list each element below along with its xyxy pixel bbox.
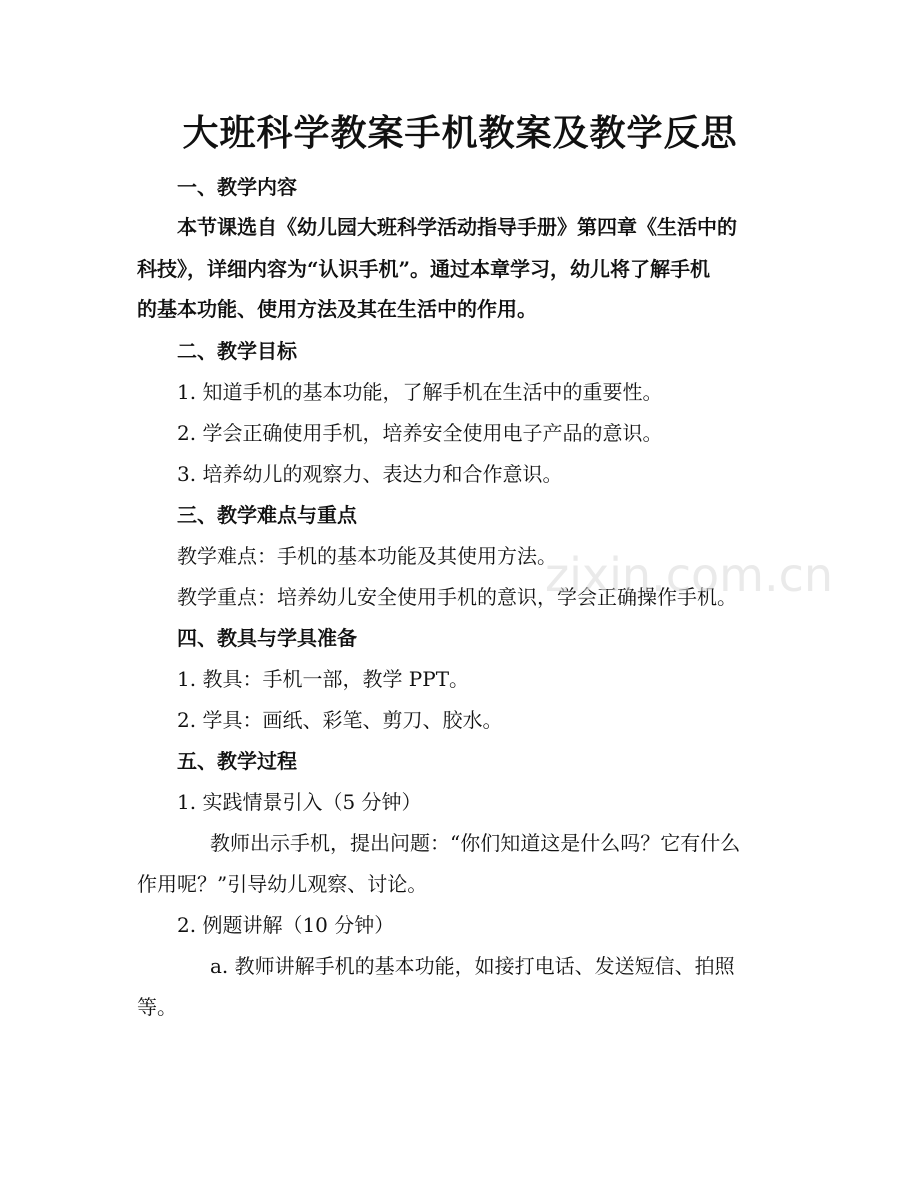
paragraph-line: 教学重点：培养幼儿安全使用手机的意识，学会正确操作手机。 [177, 585, 737, 609]
section-heading-4: 四、教具与学具准备 [177, 626, 357, 650]
paragraph-line: 等。 [137, 995, 177, 1019]
paragraph-line: 作用呢？”引导幼儿观察、讨论。 [137, 872, 428, 896]
section-heading-3: 三、教学难点与重点 [177, 503, 357, 527]
section-heading-2: 二、教学目标 [177, 339, 297, 363]
list-item: 1. 教具：手机一部，教学 PPT。 [177, 667, 470, 691]
list-item: 1. 实践情景引入（5 分钟） [177, 790, 422, 814]
section-heading-1: 一、教学内容 [177, 175, 297, 199]
list-item: 1. 知道手机的基本功能，了解手机在生活中的重要性。 [177, 380, 663, 404]
list-item: 2. 例题讲解（10 分钟） [177, 913, 395, 937]
list-item: 3. 培养幼儿的观察力、表达力和合作意识。 [177, 462, 563, 486]
page-title: 大班科学教案手机教案及教学反思 [182, 112, 738, 154]
paragraph-line: 科技》，详细内容为“认识手机”。通过本章学习，幼儿将了解手机 [137, 257, 711, 281]
paragraph-line: 的基本功能、使用方法及其在生活中的作用。 [137, 297, 537, 321]
watermark: zixin.com.cn [545, 548, 834, 602]
paragraph-line: 教学难点：手机的基本功能及其使用方法。 [177, 544, 557, 568]
section-heading-5: 五、教学过程 [177, 749, 297, 773]
list-item: 2. 学会正确使用手机，培养安全使用电子产品的意识。 [177, 421, 663, 445]
paragraph-line: a. 教师讲解手机的基本功能，如接打电话、发送短信、拍照 [210, 954, 735, 978]
paragraph-line: 教师出示手机，提出问题：“你们知道这是什么吗？它有什么 [210, 831, 741, 855]
paragraph-line: 本节课选自《幼儿园大班科学活动指导手册》第四章《生活中的 [177, 215, 737, 239]
list-item: 2. 学具：画纸、彩笔、剪刀、胶水。 [177, 708, 503, 732]
